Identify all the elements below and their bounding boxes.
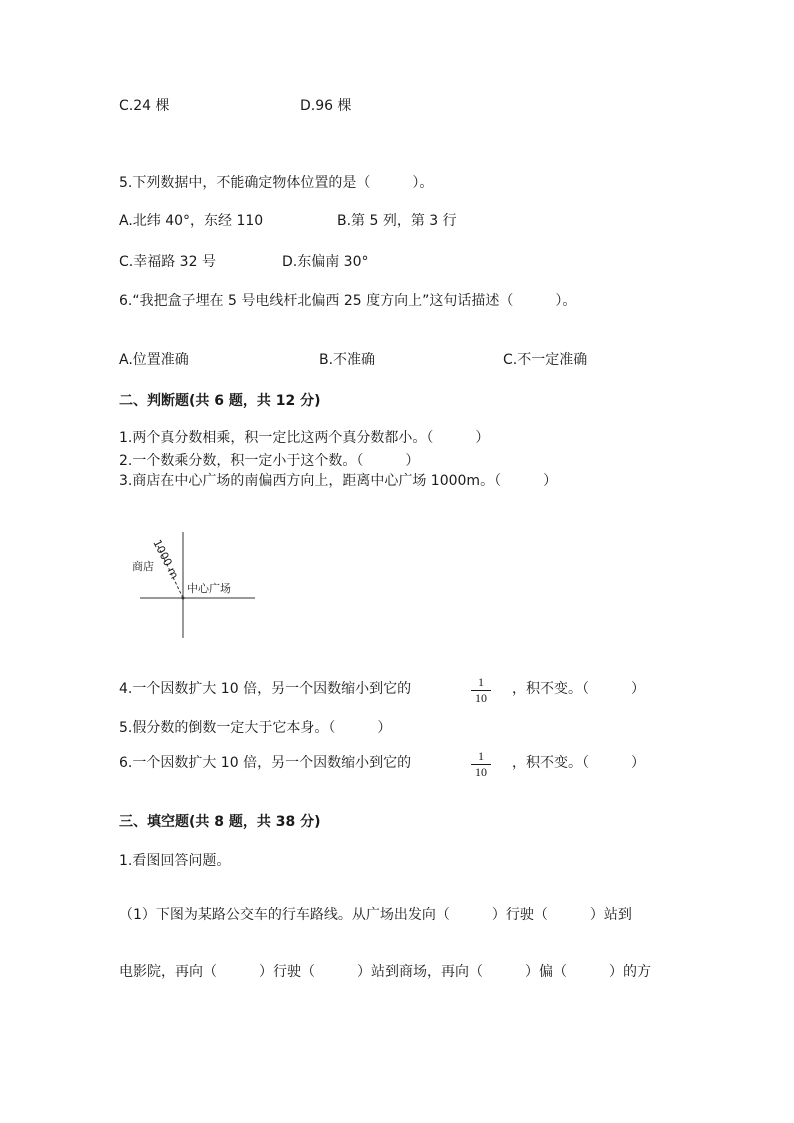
q6-stem: 6.“我把盒子埋在 5 号电线杆北偏西 25 度方向上”这句话描述（ ）。 xyxy=(119,293,577,309)
q6-option-c[interactable]: C.不一定准确 xyxy=(503,352,588,368)
fraction-numerator: 1 xyxy=(478,675,484,689)
fraction-denominator: 10 xyxy=(475,691,487,705)
judge-item-6: 6.一个因数扩大 10 倍，另一个因数缩小到它的 xyxy=(119,755,412,771)
distance-label: 1000 m xyxy=(150,537,182,581)
direction-diagram xyxy=(128,532,258,640)
judge-item-5: 5.假分数的倒数一定大于它本身。（ ） xyxy=(119,720,392,736)
center-point xyxy=(182,597,185,600)
fraction-one-tenth xyxy=(471,750,491,779)
q5-option-d[interactable]: D.东偏南 30° xyxy=(282,254,369,270)
fraction-denominator: 10 xyxy=(475,765,487,779)
fraction-numerator: 1 xyxy=(478,749,484,763)
judge-item-2: 2.一个数乘分数，积一定小于这个数。（ ） xyxy=(119,453,420,469)
q4-option-d[interactable]: D.96 棵 xyxy=(300,98,352,114)
shop-label: 商店 xyxy=(132,560,154,573)
fill-item-1-sub1-line1: （1）下图为某路公交车的行车路线。从广场出发向（ ）行驶（ ）站到 xyxy=(119,907,632,923)
judge-item-6-end: ，积不变。（ ） xyxy=(512,755,645,771)
judge-item-3: 3.商店在中心广场的南偏西方向上，距离中心广场 1000m。（ ） xyxy=(119,473,558,489)
q5-option-b[interactable]: B.第 5 列，第 3 行 xyxy=(337,213,457,229)
section2-title: 二、判断题(共 6 题，共 12 分) xyxy=(119,393,321,409)
q5-option-c[interactable]: C.幸福路 32 号 xyxy=(119,254,216,270)
judge-item-1: 1.两个真分数相乘，积一定比这两个真分数都小。（ ） xyxy=(119,430,490,446)
center-square-label: 中心广场 xyxy=(187,582,231,595)
section3-title: 三、填空题(共 8 题，共 38 分) xyxy=(119,814,321,830)
q5-option-a[interactable]: A.北纬 40°，东经 110 xyxy=(119,213,264,229)
judge-item-4: 4.一个因数扩大 10 倍，另一个因数缩小到它的 xyxy=(119,681,412,697)
fill-item-1: 1.看图回答问题。 xyxy=(119,853,231,869)
q6-option-a[interactable]: A.位置准确 xyxy=(119,352,189,368)
q5-stem: 5.下列数据中，不能确定物体位置的是（ ）。 xyxy=(119,175,434,191)
q4-option-c[interactable]: C.24 棵 xyxy=(119,98,170,114)
q6-option-b[interactable]: B.不准确 xyxy=(319,352,376,368)
fill-item-1-sub1-line2: 电影院，再向（ ）行驶（ ）站到商场，再向（ ）偏（ ）的方 xyxy=(119,964,651,980)
judge-item-4-end: ，积不变。（ ） xyxy=(512,681,645,697)
fraction-one-tenth xyxy=(471,676,491,705)
